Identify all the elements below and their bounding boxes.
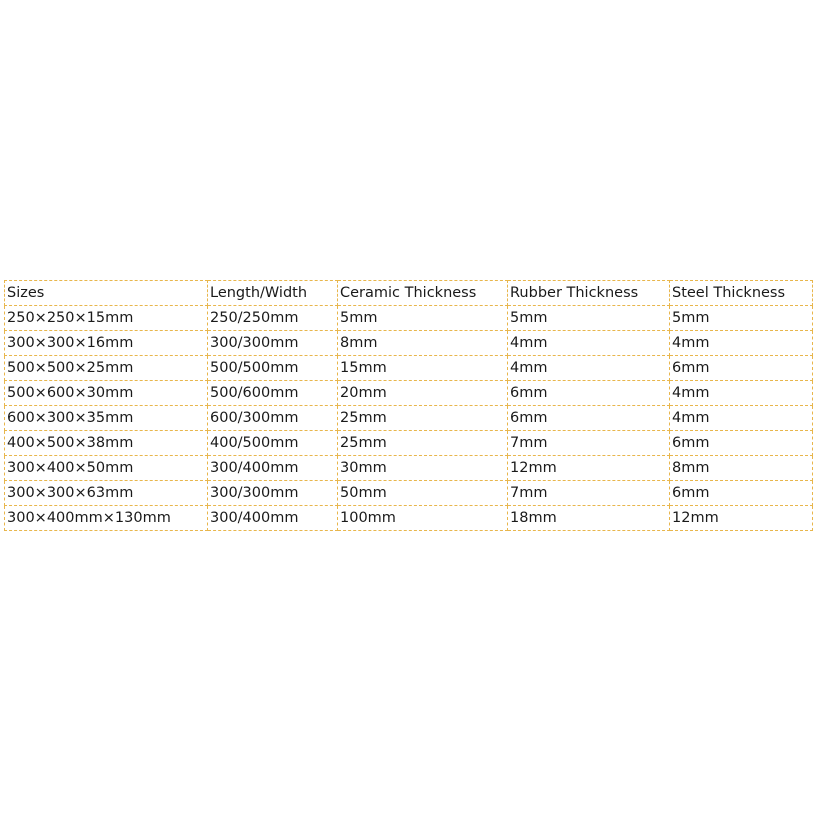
- steel-thickness-cell: 4mm: [670, 406, 813, 431]
- sizes-cell: 300×400mm×130mm: [5, 506, 208, 531]
- sizes-cell: 600×300×35mm: [5, 406, 208, 431]
- rubber-thickness-cell: 4mm: [508, 331, 670, 356]
- sizes-cell: 300×300×63mm: [5, 481, 208, 506]
- steel-thickness-cell: 4mm: [670, 381, 813, 406]
- header-length-width: Length/Width: [208, 281, 338, 306]
- length-width-cell: 400/500mm: [208, 431, 338, 456]
- length-width-cell: 300/400mm: [208, 506, 338, 531]
- rubber-thickness-cell: 6mm: [508, 381, 670, 406]
- steel-thickness-cell: 12mm: [670, 506, 813, 531]
- sizes-cell: 500×500×25mm: [5, 356, 208, 381]
- rubber-thickness-cell: 6mm: [508, 406, 670, 431]
- length-width-cell: 300/300mm: [208, 331, 338, 356]
- spec-table: [4, 280, 813, 531]
- table-row: [5, 506, 813, 531]
- steel-thickness-cell: 8mm: [670, 456, 813, 481]
- header-sizes: Sizes: [5, 281, 208, 306]
- ceramic-thickness-cell: 100mm: [338, 506, 508, 531]
- rubber-thickness-cell: 18mm: [508, 506, 670, 531]
- table-row: [5, 456, 813, 481]
- steel-thickness-cell: 4mm: [670, 331, 813, 356]
- rubber-thickness-cell: 4mm: [508, 356, 670, 381]
- steel-thickness-cell: 6mm: [670, 431, 813, 456]
- length-width-cell: 600/300mm: [208, 406, 338, 431]
- length-width-cell: 500/600mm: [208, 381, 338, 406]
- length-width-cell: 500/500mm: [208, 356, 338, 381]
- ceramic-thickness-cell: 8mm: [338, 331, 508, 356]
- table-row: [5, 331, 813, 356]
- table-row: [5, 481, 813, 506]
- sizes-cell: 500×600×30mm: [5, 381, 208, 406]
- steel-thickness-cell: 6mm: [670, 481, 813, 506]
- rubber-thickness-cell: 12mm: [508, 456, 670, 481]
- ceramic-thickness-cell: 25mm: [338, 406, 508, 431]
- sizes-cell: 400×500×38mm: [5, 431, 208, 456]
- rubber-thickness-cell: 7mm: [508, 431, 670, 456]
- steel-thickness-cell: 5mm: [670, 306, 813, 331]
- length-width-cell: 250/250mm: [208, 306, 338, 331]
- rubber-thickness-cell: 7mm: [508, 481, 670, 506]
- ceramic-thickness-cell: 25mm: [338, 431, 508, 456]
- table-row: [5, 381, 813, 406]
- header-ceramic-thickness: Ceramic Thickness: [338, 281, 508, 306]
- ceramic-thickness-cell: 50mm: [338, 481, 508, 506]
- table-header-row: [5, 281, 813, 306]
- steel-thickness-cell: 6mm: [670, 356, 813, 381]
- sizes-cell: 300×300×16mm: [5, 331, 208, 356]
- table-row: [5, 306, 813, 331]
- ceramic-thickness-cell: 20mm: [338, 381, 508, 406]
- sizes-cell: 300×400×50mm: [5, 456, 208, 481]
- header-steel-thickness: Steel Thickness: [670, 281, 813, 306]
- rubber-thickness-cell: 5mm: [508, 306, 670, 331]
- ceramic-thickness-cell: 15mm: [338, 356, 508, 381]
- sizes-cell: 250×250×15mm: [5, 306, 208, 331]
- length-width-cell: 300/400mm: [208, 456, 338, 481]
- table-body: [5, 306, 813, 531]
- table-row: [5, 356, 813, 381]
- ceramic-thickness-cell: 5mm: [338, 306, 508, 331]
- length-width-cell: 300/300mm: [208, 481, 338, 506]
- header-rubber-thickness: Rubber Thickness: [508, 281, 670, 306]
- table-row: [5, 431, 813, 456]
- table-row: [5, 406, 813, 431]
- ceramic-thickness-cell: 30mm: [338, 456, 508, 481]
